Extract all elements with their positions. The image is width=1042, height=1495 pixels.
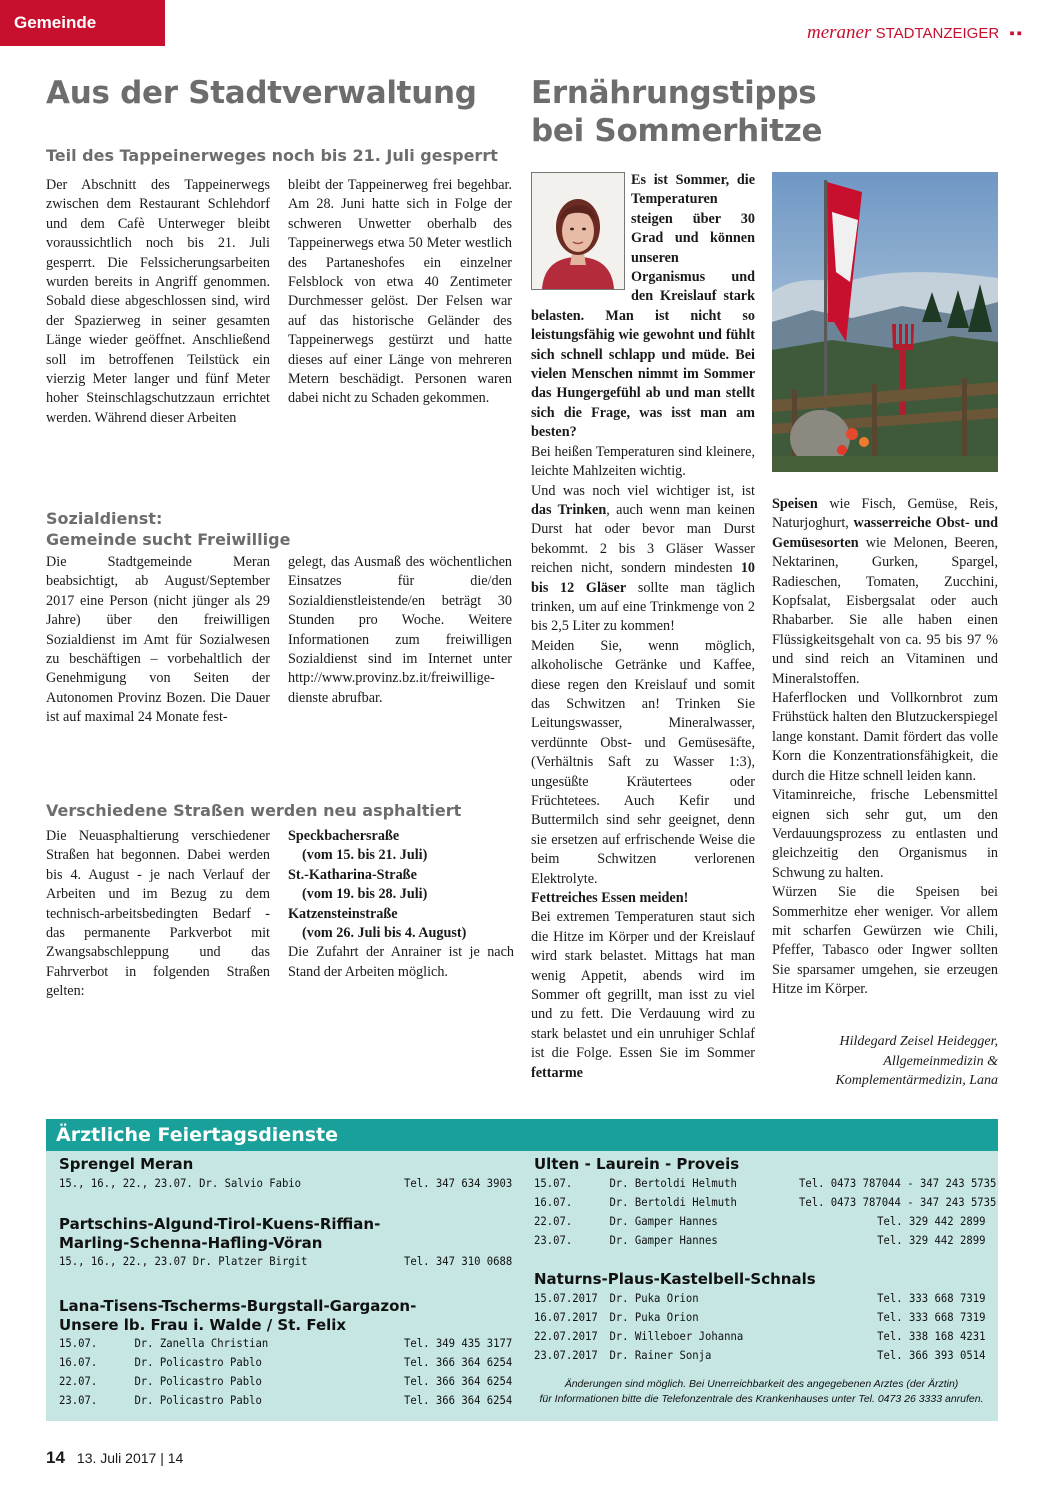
street-dates: (vom 26. Juli bis 4. August) bbox=[302, 925, 467, 942]
doctor-row: 22.07. Dr. Gamper Hannes Tel. 329 442 2899 bbox=[534, 1214, 986, 1228]
left-title: Aus der Stadtverwaltung bbox=[46, 75, 477, 111]
doctor-row: 23.07.2017 Dr. Rainer Sonja Tel. 366 393 0514 bbox=[534, 1348, 986, 1362]
article2-heading bbox=[46, 508, 290, 550]
page-number: 14 bbox=[46, 1448, 65, 1467]
nutrition-c3p3: Vitaminreiche, frische Lebensmittel eignen sich sehr gut, um den Verdauungsprozess zu entlasten und gleichzeitig den Organismus in Schwung zu halten. bbox=[772, 787, 998, 881]
article1-heading: Teil des Tappeinerweges noch bis 21. Juli gesperrt bbox=[46, 146, 498, 165]
nutrition-column1 bbox=[531, 171, 755, 1083]
highlight-trinken: das Trinken bbox=[531, 501, 607, 518]
doctor-row: 23.07. Dr. Policastro Pablo Tel. 366 364 6254 bbox=[59, 1393, 513, 1407]
doctors-box bbox=[46, 1119, 998, 1421]
nutrition-subheading: Fettreiches Essen meiden! bbox=[531, 890, 689, 907]
street-name: Katzensteinstraße bbox=[288, 905, 398, 922]
district-heading: Lana-Tisens-Tscherms-Burgstall-Gargazon- Unsere lb. Frau i. Walde / St. Felix bbox=[59, 1297, 417, 1334]
article2-heading-line1: Sozialdienst: bbox=[46, 509, 163, 528]
district-heading: Sprengel Meran bbox=[59, 1155, 194, 1173]
doctor-row: 22.07. Dr. Policastro Pablo Tel. 366 364 6254 bbox=[59, 1374, 513, 1388]
portrait-spacer bbox=[531, 171, 631, 295]
article1-col2: bleibt der Tappeinerweg frei begehbar. Am 28. Juni hatte sich in Folge der schweren Unwetter oberhalb des Tappeinerwegs etwa 50 Meter westlich des Partaneshofes ein einzelner Felsblock von etwa 40 Zentimeter Durchmesser gelöst. Der Felsen war auf das historische Geländer des Tappeinerwegs gestürzt und hatte dieses auf einer Länge von mehreren Metern beschädigt. Personen waren dabei nicht zu Schaden gekommen. bbox=[288, 177, 512, 407]
nutrition-p1: Bei heißen Temperaturen sind kleinere, leichte Mahlzeiten wichtig. bbox=[531, 443, 755, 480]
nutrition-p2: Und was noch viel wichtiger ist, ist das Trinken, auch wenn man keinen Durst hat oder bevor man Durst bekommt. 2 bis 3 Gläser Wasser reichen nicht, sondern mindesten 10 bis 12 Gläser sollte man täglich trinken, um auf eine Trinkmenge von 2 bis 2,5 Liter zu kommen! bbox=[531, 482, 755, 635]
doctor-row: 23.07. Dr. Gamper Hannes Tel. 329 442 2899 bbox=[534, 1233, 986, 1247]
district-heading: Ulten - Laurein - Proveis bbox=[534, 1155, 740, 1173]
author-specialty: Allgemeinmedizin & bbox=[883, 1053, 998, 1069]
nutrition-intro: Es ist Sommer, die Temperaturen steigen über 30 Grad und können unseren Organismus und den Kreislauf stark belasten. Man ist nicht so leistungsfähig wie gewohnt und fühlt sich schnell schlapp und müde. Bei vielen Menschen nimmt im Sommer das Hungergefühl ab und man stellt sich die Frage, was isst man am besten? bbox=[531, 172, 755, 441]
mountain-photo bbox=[772, 172, 998, 472]
street-name: Speckbachersraße bbox=[288, 828, 400, 844]
article3-closing: Die Zufahrt der Anrainer ist je nach Stand der Arbeiten möglich. bbox=[288, 944, 514, 980]
article2-heading-line2: Gemeinde sucht Freiwillige bbox=[46, 530, 291, 549]
right-title bbox=[531, 74, 822, 150]
author-name: Hildegard Zeisel Heidegger, bbox=[839, 1034, 998, 1049]
page-footer bbox=[46, 1448, 183, 1468]
doctor-row: 15.07. Dr. Bertoldi Helmuth Tel. 0473 787044 - 347 243 5735 bbox=[534, 1176, 997, 1190]
street-dates: (vom 15. bis 21. Juli) bbox=[302, 847, 428, 864]
nutrition-p4: Bei extremen Temperaturen staut sich die Hitze im Körper und der Kreislauf wird stark belastet. Mittags hat man wenig Appetit, abends wird im Sommer oft gegrillt, man isst zu viel und zu fett. Die Verdauung wird zu stark belastet und ein unruhiger Schlaf ist die Folge. Essen Sie im Sommer fettarme bbox=[531, 909, 755, 1081]
issue-date: 13. Juli 2017 | 14 bbox=[76, 1450, 184, 1466]
article3-col1: Die Neuasphaltierung verschiedener Straßen hat begonnen. Dabei werden bis 4. August - je nach Verlauf der Arbeiten und im Bezug zu dem technisch-arbeitsbedingten Bedarf - das permanente Parkverbot mit Zwangsabschleppung und das Fahrverbot in folgenden Straßen gelten: bbox=[46, 828, 270, 1000]
district-heading: Partschins-Algund-Tirol-Kuens-Riffian- Marling-Schenna-Hafling-Vöran bbox=[59, 1215, 381, 1252]
brand-meraner: meraner bbox=[807, 22, 872, 43]
doctor-row: 22.07.2017 Dr. Willeboer Johanna Tel. 338 168 4231 bbox=[534, 1329, 986, 1343]
article1-col1: Der Abschnitt des Tappeinerwegs zwischen dem Restaurant Schlehdorf und dem Cafè Unterweger bleibt voraussichtlich noch bis 21. Juli gesperrt. Die Felssicherungsarbeiten wurden bereits in Angriff genommen. Sobald diese abgeschlossen sind, wird der Spazierweg in seiner gesamten Länge wieder geöffnet. Anschließend soll im betroffenen Teilstück ein vierzig Meter langer und fünf Meter hoher Steinschlagschutzzaun errichtet werden. Während dieser Arbeiten bbox=[46, 177, 270, 426]
doctor-row: 15.07. Dr. Zanella Christian Tel. 349 435 3177 bbox=[59, 1336, 513, 1350]
nutrition-c3p2: Haferflocken und Vollkornbrot zum Frühstück halten den Blutzuckerspiegel lange konstant. Damit fördert das volle Korn die Konzentrationsfähigkeit, die durch die Hitze schnell leiden kann. bbox=[772, 690, 998, 784]
mountain-image bbox=[772, 172, 998, 472]
author-credit bbox=[772, 1032, 998, 1091]
doctor-row: 16.07. Dr. Bertoldi Helmuth Tel. 0473 787044 - 347 243 5735 bbox=[534, 1195, 997, 1209]
doctors-box-title: Ärztliche Feiertagsdienste bbox=[46, 1119, 998, 1151]
article3-col2 bbox=[288, 827, 514, 982]
street-dates: (vom 19. bis 28. Juli) bbox=[302, 886, 428, 903]
nutrition-p3: Meiden Sie, wenn möglich, alkoholische Getränke und Kaffee, diese regen den Kreislauf und somit das Schwitzen an! Trinken Sie Leitungswasser, Mineralwasser, verdünnte Obst- und Gemüsesäfte, (Verhältnis Saft zu Wasser 1:3), ungesüßte Kräutertees oder Früchtetees. Auch Kefir und Buttermilch sind sehr geeignet, denn sie ersetzen auf erfrischende Weise die beim Schwitzen verlorenen Elektrolyte. bbox=[531, 637, 755, 887]
nutrition-column2 bbox=[772, 495, 998, 1000]
right-title-line1: Ernährungstipps bbox=[531, 75, 817, 111]
brand-stadtanzeiger: STADTANZEIGER bbox=[875, 25, 1000, 42]
article2-col2: gelegt, das Ausmaß des wöchentlichen Einsatzes für die/den Sozialdienstleistende/en beträgt 30 Stunden pro Woche. Weitere Informationen zum freiwilligen Sozialdienst sind im Internet unter http://www.provinz.bz.it/freiwillige-dienste abrufbar. bbox=[288, 554, 512, 706]
highlight-glaeser: 10 bis 12 Gläser bbox=[531, 560, 755, 596]
doctor-row: 15., 16., 22., 23.07. Dr. Salvio Fabio Tel. 347 634 3903 bbox=[59, 1176, 513, 1190]
article2-col1: Die Stadtgemeinde Meran beabsichtigt, ab August/September 2017 eine Person (nicht jünger als 29 Jahre) über den freiwilligen Sozialdienst im Amt für Sozialwesen zu beschäftigen – vorbehaltlich der Genehmigung von Seiten der Autonomen Provinz Bozen. Die Dauer ist auf maximal 24 Monate fest- bbox=[46, 554, 270, 726]
author-location: Komplementärmedizin, Lana bbox=[835, 1073, 998, 1088]
doctor-row: 16.07.2017 Dr. Puka Orion Tel. 333 668 7319 bbox=[534, 1310, 986, 1324]
nutrition-c3p4: Würzen Sie die Speisen bei Sommerhitze eher weniger. Vor allem mit scharfen Gewürzen wie Chili, Pfeffer, Tabasco oder Ingwer sollten Sie sparsamer umgehen, sie erzeugen Hitze im Körper. bbox=[772, 884, 998, 998]
district-heading: Naturns-Plaus-Kastelbell-Schnals bbox=[534, 1270, 816, 1288]
nutrition-c3p1: Speisen wie Fisch, Gemüse, Reis, Naturjoghurt, wasserreiche Obst- und Gemüsesorten wie Melonen, Beeren, Nektarinen, Gurken, Spargel, Radieschen, Tomaten, Zucchini, Kopfsalat, Eisbergsalat oder auch Rhabarber. Sie alle haben einen Flüssigkeitsgehalt von ca. 95 bis 97 % und sind reich an Vitaminen und Mineralstoffen. bbox=[772, 496, 998, 687]
right-title-line2: bei Sommerhitze bbox=[531, 113, 823, 149]
doctor-row: 16.07. Dr. Policastro Pablo Tel. 366 364 6254 bbox=[59, 1355, 513, 1369]
brand-logo bbox=[807, 22, 1024, 44]
doctor-row: 15.07.2017 Dr. Puka Orion Tel. 333 668 7319 bbox=[534, 1291, 986, 1305]
street-name: St.-Katharina-Straße bbox=[288, 866, 417, 883]
doctors-note: Änderungen sind möglich. Bei Unerreichbarkeit des angegebenen Arztes (der Ärztin) für Informationen bitte die Telefonzentrale des Krankenhauses unter Tel. 0473 26 3333 anrufen. bbox=[539, 1378, 984, 1405]
article3-heading: Verschiedene Straßen werden neu asphaltiert bbox=[46, 801, 462, 820]
brand-dots: ▪▪ bbox=[1009, 25, 1024, 42]
doctor-row: 15., 16., 22., 23.07 Dr. Platzer Birgit Tel. 347 310 0688 bbox=[59, 1254, 513, 1268]
section-tab[interactable]: Gemeinde bbox=[0, 0, 165, 46]
